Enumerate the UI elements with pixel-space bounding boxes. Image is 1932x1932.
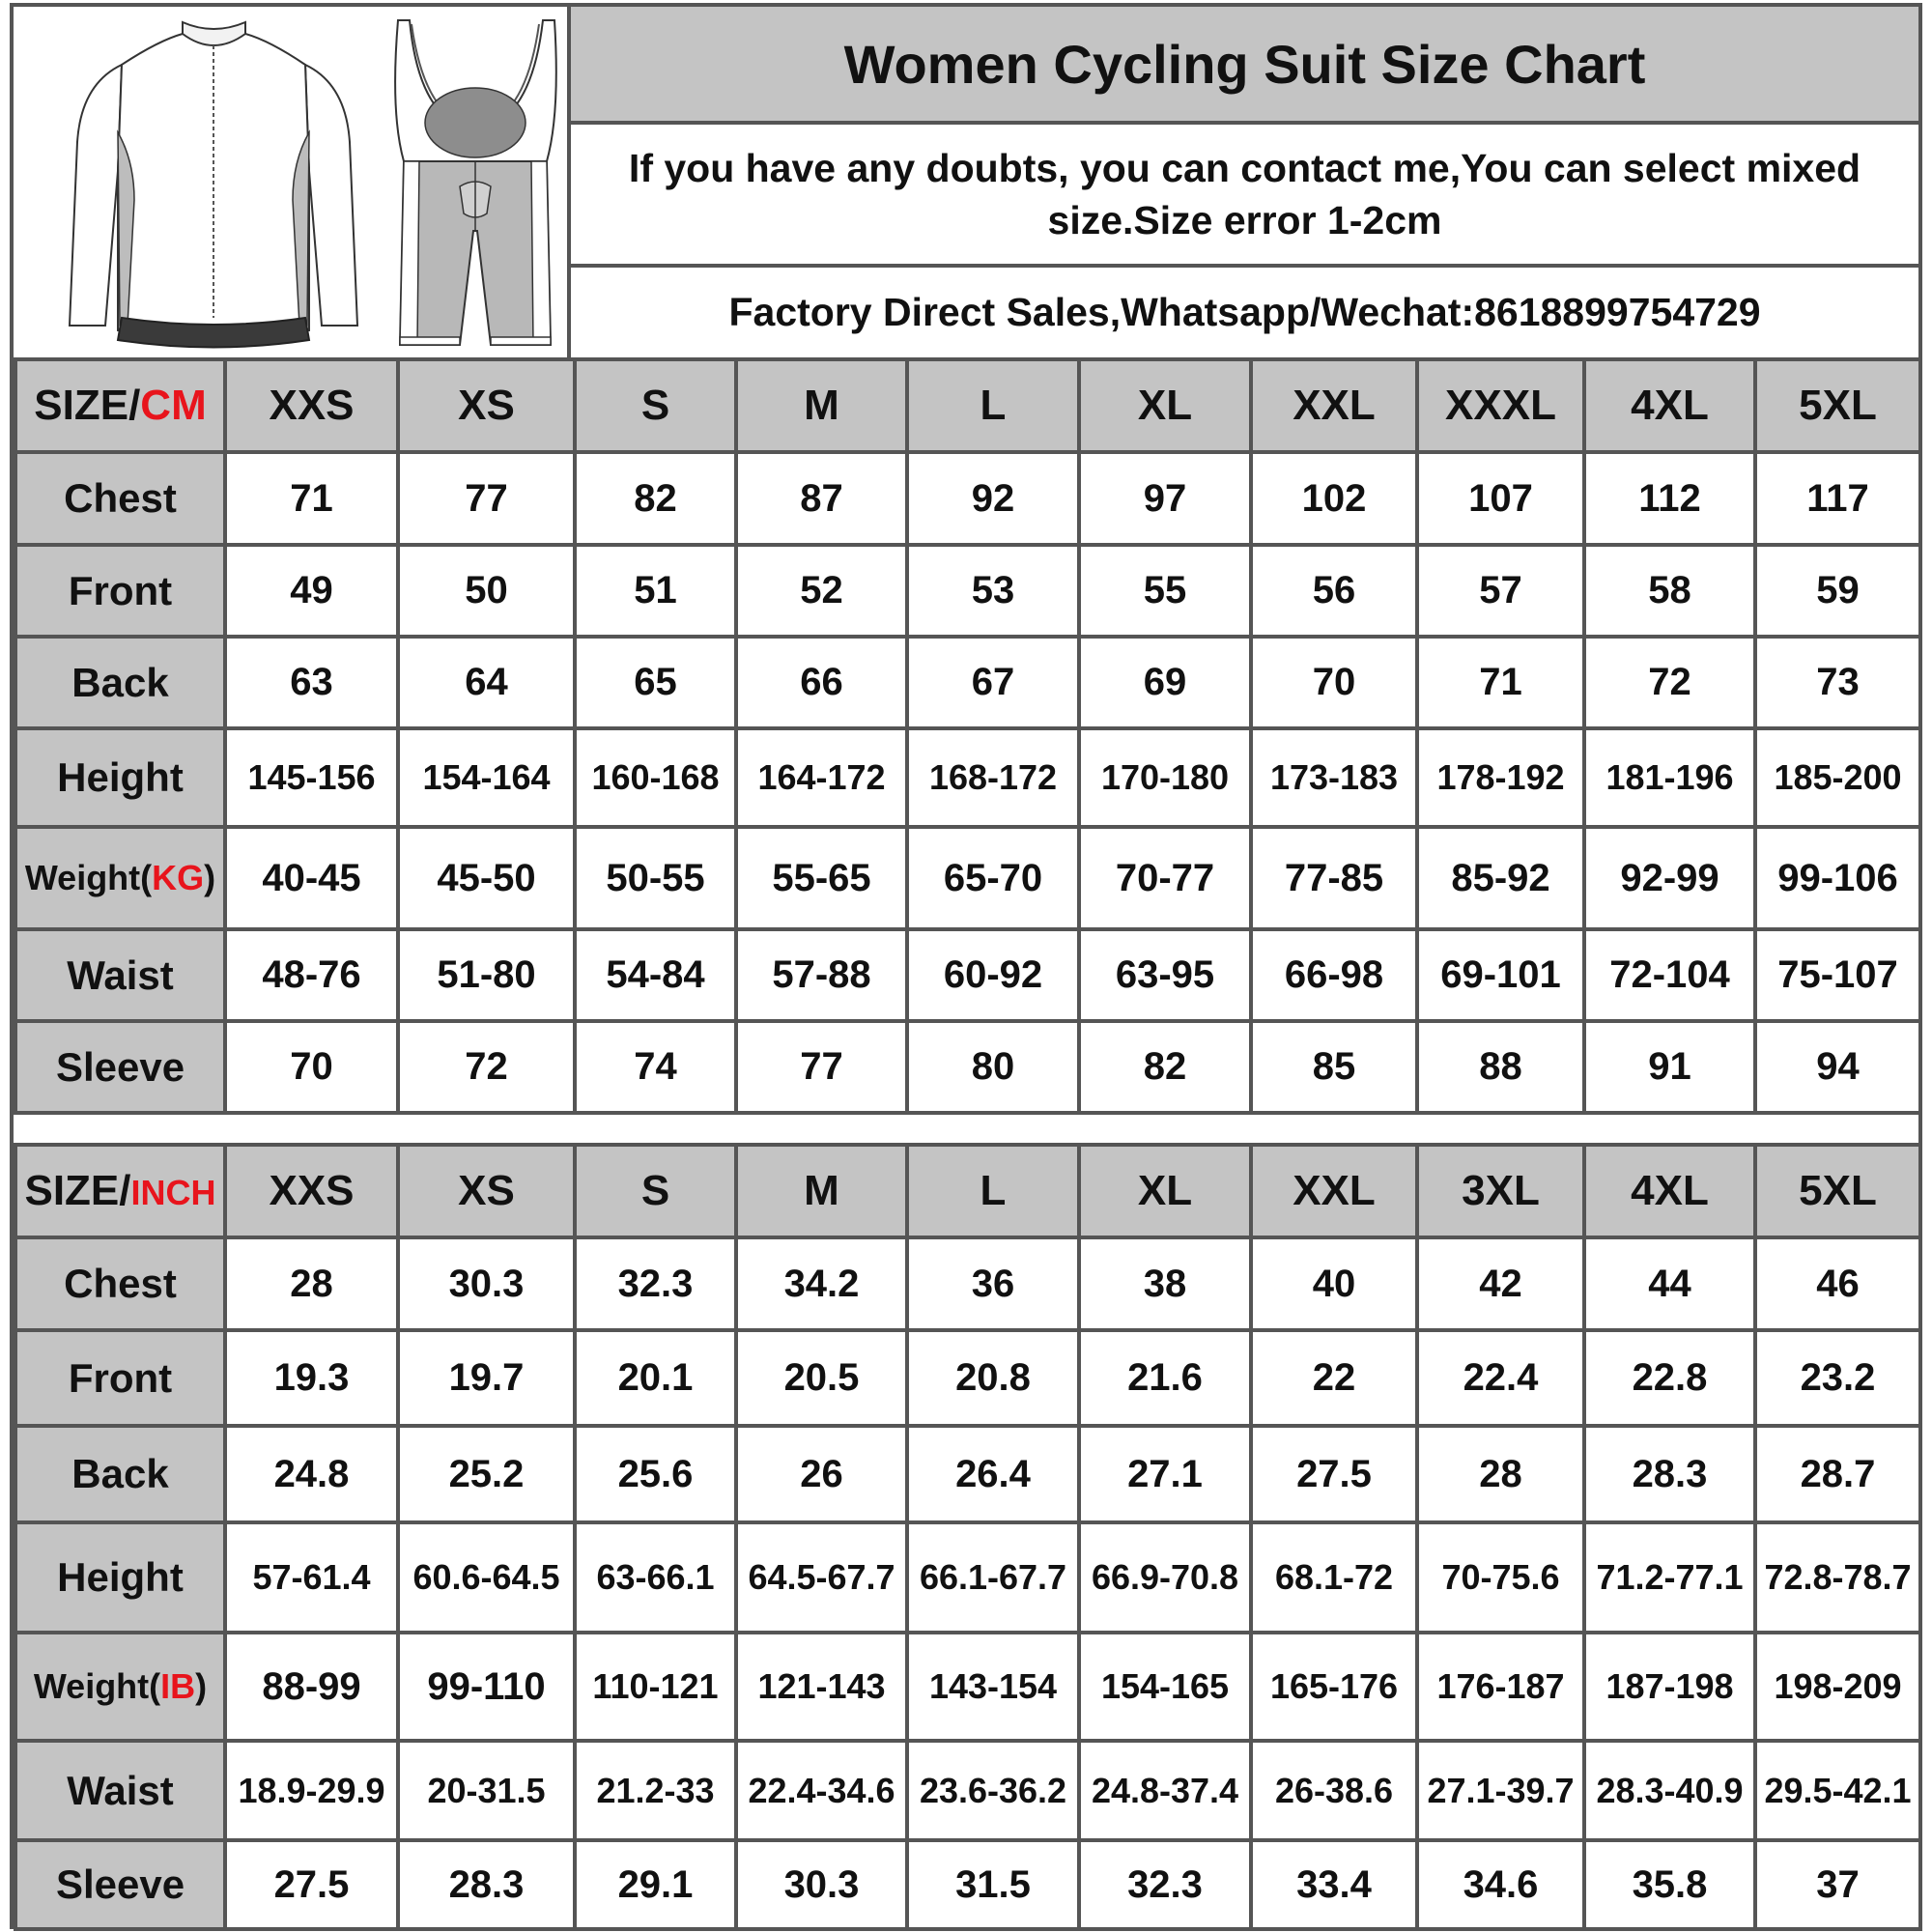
table-cell: 165-176 — [1251, 1633, 1417, 1741]
size-column-header: XXL — [1251, 359, 1417, 452]
table-cell: 77 — [398, 452, 575, 545]
row-unit: IB — [160, 1666, 196, 1706]
table-cell: 154-165 — [1079, 1633, 1251, 1741]
table-cell: 21.6 — [1079, 1330, 1251, 1426]
table-cell: 117 — [1755, 452, 1920, 545]
table-cell: 30.3 — [398, 1237, 575, 1330]
table-cell: 77-85 — [1251, 827, 1417, 929]
bib-tights-icon — [395, 20, 556, 345]
table-cell: 92 — [907, 452, 1079, 545]
table-cell: 23.6-36.2 — [907, 1741, 1079, 1840]
size-column-header: XXL — [1251, 1145, 1417, 1237]
size-column-header: 5XL — [1755, 1145, 1920, 1237]
table-cell: 55 — [1079, 545, 1251, 637]
table-cell: 40 — [1251, 1237, 1417, 1330]
table-cell: 70-77 — [1079, 827, 1251, 929]
measurement-row — [15, 1522, 1920, 1633]
table-cell: 70 — [1251, 637, 1417, 728]
measurement-row — [15, 1741, 1920, 1840]
row-label — [15, 452, 225, 545]
table-cell: 32.3 — [1079, 1840, 1251, 1929]
table-cell: 24.8 — [225, 1426, 398, 1522]
table-cell: 88 — [1417, 1021, 1584, 1113]
row-label — [15, 1330, 225, 1426]
size-header-row — [15, 1145, 1920, 1237]
size-column-header: XXXL — [1417, 359, 1584, 452]
measurement-row — [15, 1633, 1920, 1741]
table-cell: 97 — [1079, 452, 1251, 545]
size-column-header: 3XL — [1417, 1145, 1584, 1237]
table-cell: 27.5 — [1251, 1426, 1417, 1522]
table-cell: 173-183 — [1251, 728, 1417, 827]
table-cell: 34.6 — [1417, 1840, 1584, 1929]
table-cell: 44 — [1584, 1237, 1755, 1330]
table-cell: 57-88 — [736, 929, 907, 1021]
measurement-row — [15, 452, 1920, 545]
chart-title: Women Cycling Suit Size Chart — [571, 7, 1918, 125]
table-cell: 65-70 — [907, 827, 1079, 929]
table-cell: 51-80 — [398, 929, 575, 1021]
row-label — [15, 545, 225, 637]
table-cell: 94 — [1755, 1021, 1920, 1113]
table-cell: 28.3-40.9 — [1584, 1741, 1755, 1840]
table-cell: 26 — [736, 1426, 907, 1522]
size-label: SIZE/ — [34, 382, 141, 429]
long-sleeve-jersey-icon — [70, 22, 357, 348]
table-cell: 52 — [736, 545, 907, 637]
table-cell: 25.2 — [398, 1426, 575, 1522]
table-cell: 27.1-39.7 — [1417, 1741, 1584, 1840]
table-cell: 28 — [225, 1237, 398, 1330]
row-label-text: Back — [71, 659, 169, 705]
table-cell: 31.5 — [907, 1840, 1079, 1929]
table-cell: 55-65 — [736, 827, 907, 929]
size-column-header: L — [907, 1145, 1079, 1237]
size-column-header: XS — [398, 359, 575, 452]
table-cell: 66.9-70.8 — [1079, 1522, 1251, 1633]
table-cell: 99-106 — [1755, 827, 1920, 929]
row-label — [15, 1522, 225, 1633]
table-cell: 63-66.1 — [575, 1522, 736, 1633]
table-cell: 60-92 — [907, 929, 1079, 1021]
table-cell: 88-99 — [225, 1633, 398, 1741]
table-cell: 85 — [1251, 1021, 1417, 1113]
table-cell: 27.5 — [225, 1840, 398, 1929]
table-cell: 37 — [1755, 1840, 1920, 1929]
table-cell: 198-209 — [1755, 1633, 1920, 1741]
row-label-text: Waist — [67, 1767, 174, 1813]
measurement-row — [15, 1426, 1920, 1522]
table-cell: 30.3 — [736, 1840, 907, 1929]
table-cell: 145-156 — [225, 728, 398, 827]
table-cell: 187-198 — [1584, 1633, 1755, 1741]
size-column-header: M — [736, 359, 907, 452]
table-cell: 72 — [1584, 637, 1755, 728]
table-cell: 27.1 — [1079, 1426, 1251, 1522]
chart-header — [14, 7, 1918, 361]
table-cell: 71 — [225, 452, 398, 545]
table-cell: 87 — [736, 452, 907, 545]
row-label-text: Weight( — [24, 858, 153, 897]
table-cell: 69 — [1079, 637, 1251, 728]
row-label — [15, 1633, 225, 1741]
table-cell: 160-168 — [575, 728, 736, 827]
size-header-row — [15, 359, 1920, 452]
size-column-header: S — [575, 1145, 736, 1237]
table-cell: 22.4-34.6 — [736, 1741, 907, 1840]
table-cell: 19.7 — [398, 1330, 575, 1426]
cm-size-table — [14, 357, 1922, 1115]
row-label-text: Sleeve — [55, 1861, 185, 1907]
table-cell: 80 — [907, 1021, 1079, 1113]
table-cell: 71 — [1417, 637, 1584, 728]
row-label — [15, 1840, 225, 1929]
size-column-header: M — [736, 1145, 907, 1237]
table-cell: 185-200 — [1755, 728, 1920, 827]
size-unit-header — [15, 359, 225, 452]
table-cell: 72.8-78.7 — [1755, 1522, 1920, 1633]
table-cell: 26-38.6 — [1251, 1741, 1417, 1840]
row-label-text: Waist — [67, 952, 174, 998]
measurement-row — [15, 728, 1920, 827]
table-cell: 59 — [1755, 545, 1920, 637]
table-cell: 57 — [1417, 545, 1584, 637]
measurement-row — [15, 1021, 1920, 1113]
table-cell: 63-95 — [1079, 929, 1251, 1021]
table-cell: 57-61.4 — [225, 1522, 398, 1633]
table-cell: 34.2 — [736, 1237, 907, 1330]
table-cell: 176-187 — [1417, 1633, 1584, 1741]
row-label — [15, 1426, 225, 1522]
table-cell: 20.1 — [575, 1330, 736, 1426]
size-column-header: 4XL — [1584, 1145, 1755, 1237]
table-cell: 66-98 — [1251, 929, 1417, 1021]
table-cell: 25.6 — [575, 1426, 736, 1522]
table-cell: 38 — [1079, 1237, 1251, 1330]
table-cell: 56 — [1251, 545, 1417, 637]
table-cell: 45-50 — [398, 827, 575, 929]
size-column-header: L — [907, 359, 1079, 452]
table-cell: 181-196 — [1584, 728, 1755, 827]
table-cell: 53 — [907, 545, 1079, 637]
table-cell: 22 — [1251, 1330, 1417, 1426]
table-cell: 51 — [575, 545, 736, 637]
table-cell: 82 — [575, 452, 736, 545]
garment-illustration — [14, 7, 571, 357]
size-column-header: XXS — [225, 1145, 398, 1237]
table-cell: 91 — [1584, 1021, 1755, 1113]
table-cell: 54-84 — [575, 929, 736, 1021]
row-label-end: ) — [195, 1666, 208, 1706]
table-separator — [14, 1123, 1918, 1145]
row-label-text: Sleeve — [55, 1043, 185, 1090]
table-cell: 21.2-33 — [575, 1741, 736, 1840]
table-cell: 73 — [1755, 637, 1920, 728]
table-cell: 50-55 — [575, 827, 736, 929]
measurement-row — [15, 1330, 1920, 1426]
row-label-text: Front — [68, 1354, 173, 1401]
row-label-text: Chest — [64, 1261, 177, 1306]
table-cell: 23.2 — [1755, 1330, 1920, 1426]
table-cell: 48-76 — [225, 929, 398, 1021]
table-cell: 28 — [1417, 1426, 1584, 1522]
table-cell: 20.5 — [736, 1330, 907, 1426]
measurement-row — [15, 637, 1920, 728]
size-label: SIZE/ — [24, 1167, 131, 1214]
table-cell: 29.5-42.1 — [1755, 1741, 1920, 1840]
size-column-header: 5XL — [1755, 359, 1920, 452]
table-cell: 121-143 — [736, 1633, 907, 1741]
table-cell: 75-107 — [1755, 929, 1920, 1021]
size-column-header: XS — [398, 1145, 575, 1237]
size-note: If you have any doubts, you can contact me,You can select mixed size.Size error 1-2cm — [571, 125, 1918, 268]
table-cell: 18.9-29.9 — [225, 1741, 398, 1840]
row-label — [15, 1021, 225, 1113]
table-cell: 29.1 — [575, 1840, 736, 1929]
table-cell: 143-154 — [907, 1633, 1079, 1741]
table-cell: 64 — [398, 637, 575, 728]
table-cell: 68.1-72 — [1251, 1522, 1417, 1633]
row-label — [15, 1741, 225, 1840]
measurement-row — [15, 827, 1920, 929]
table-cell: 40-45 — [225, 827, 398, 929]
table-cell: 20.8 — [907, 1330, 1079, 1426]
unit-label: CM — [140, 382, 207, 429]
table-cell: 36 — [907, 1237, 1079, 1330]
measurement-row — [15, 929, 1920, 1021]
measurement-row — [15, 1840, 1920, 1929]
table-cell: 20-31.5 — [398, 1741, 575, 1840]
table-cell: 112 — [1584, 452, 1755, 545]
measurement-row — [15, 545, 1920, 637]
table-cell: 33.4 — [1251, 1840, 1417, 1929]
size-unit-header — [15, 1145, 225, 1237]
row-label-text: Height — [57, 754, 184, 800]
row-label — [15, 827, 225, 929]
table-cell: 24.8-37.4 — [1079, 1741, 1251, 1840]
measurement-row — [15, 1237, 1920, 1330]
table-cell: 50 — [398, 545, 575, 637]
table-cell: 67 — [907, 637, 1079, 728]
size-column-header: XL — [1079, 1145, 1251, 1237]
table-cell: 70 — [225, 1021, 398, 1113]
table-cell: 60.6-64.5 — [398, 1522, 575, 1633]
row-unit: KG — [152, 858, 205, 897]
table-cell: 65 — [575, 637, 736, 728]
row-label — [15, 728, 225, 827]
contact-info: Factory Direct Sales,Whatsapp/Wechat:8618899754729 — [728, 290, 1761, 334]
row-label — [15, 637, 225, 728]
table-cell: 72 — [398, 1021, 575, 1113]
table-cell: 46 — [1755, 1237, 1920, 1330]
table-cell: 22.8 — [1584, 1330, 1755, 1426]
table-cell: 77 — [736, 1021, 907, 1113]
table-cell: 70-75.6 — [1417, 1522, 1584, 1633]
row-label-text: Weight( — [33, 1666, 161, 1706]
table-cell: 168-172 — [907, 728, 1079, 827]
size-chart-sheet — [10, 3, 1922, 1929]
table-cell: 164-172 — [736, 728, 907, 827]
table-cell: 32.3 — [575, 1237, 736, 1330]
unit-label: INCH — [130, 1173, 216, 1212]
row-label-end: ) — [204, 858, 216, 897]
table-cell: 28.3 — [398, 1840, 575, 1929]
table-cell: 110-121 — [575, 1633, 736, 1741]
inch-size-table — [14, 1143, 1922, 1931]
size-column-header: XL — [1079, 359, 1251, 452]
table-cell: 82 — [1079, 1021, 1251, 1113]
table-cell: 42 — [1417, 1237, 1584, 1330]
table-cell: 64.5-67.7 — [736, 1522, 907, 1633]
size-column-header: XXS — [225, 359, 398, 452]
row-label-text: Height — [57, 1554, 184, 1600]
table-cell: 35.8 — [1584, 1840, 1755, 1929]
table-cell: 19.3 — [225, 1330, 398, 1426]
table-cell: 58 — [1584, 545, 1755, 637]
table-cell: 66 — [736, 637, 907, 728]
size-column-header: 4XL — [1584, 359, 1755, 452]
table-cell: 74 — [575, 1021, 736, 1113]
table-cell: 49 — [225, 545, 398, 637]
table-cell: 85-92 — [1417, 827, 1584, 929]
table-cell: 170-180 — [1079, 728, 1251, 827]
table-cell: 102 — [1251, 452, 1417, 545]
row-label-text: Front — [68, 567, 173, 613]
table-cell: 71.2-77.1 — [1584, 1522, 1755, 1633]
table-cell: 178-192 — [1417, 728, 1584, 827]
table-cell: 28.7 — [1755, 1426, 1920, 1522]
size-column-header: S — [575, 359, 736, 452]
row-label-text: Chest — [64, 475, 177, 521]
table-cell: 92-99 — [1584, 827, 1755, 929]
table-cell: 28.3 — [1584, 1426, 1755, 1522]
row-label-text: Back — [71, 1451, 169, 1496]
row-label — [15, 929, 225, 1021]
table-cell: 154-164 — [398, 728, 575, 827]
table-cell: 63 — [225, 637, 398, 728]
table-cell: 22.4 — [1417, 1330, 1584, 1426]
table-cell: 66.1-67.7 — [907, 1522, 1079, 1633]
table-cell: 26.4 — [907, 1426, 1079, 1522]
table-cell: 72-104 — [1584, 929, 1755, 1021]
garment-illustration-svg — [14, 7, 567, 357]
table-cell: 69-101 — [1417, 929, 1584, 1021]
table-cell: 107 — [1417, 452, 1584, 545]
row-label — [15, 1237, 225, 1330]
table-cell: 99-110 — [398, 1633, 575, 1741]
